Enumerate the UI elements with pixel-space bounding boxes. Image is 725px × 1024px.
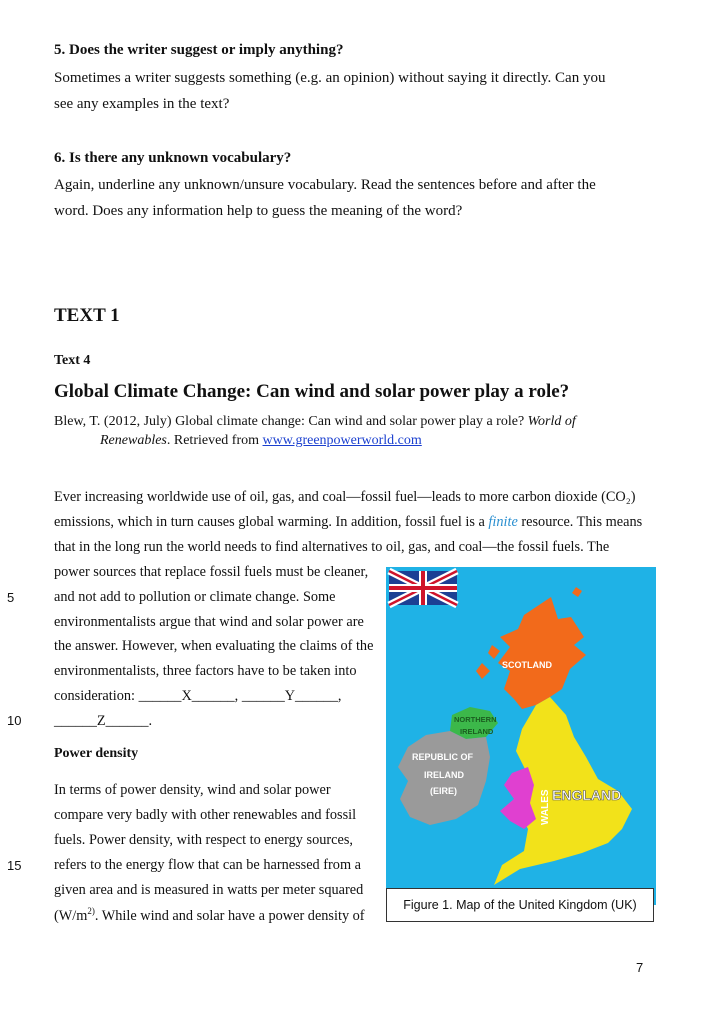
body-line-2-c: resource. This means <box>517 514 643 530</box>
body-line-2 <box>54 514 642 531</box>
union-jack-flag-icon <box>389 571 457 605</box>
label-ireland-2: IRELAND <box>424 770 464 780</box>
label-wales: WALES <box>540 789 551 825</box>
citation-text: Blew, T. (2012, July) Global climate change: Can wind and solar power play a role? <box>54 414 528 429</box>
article-title: Global Climate Change: Can wind and solar power play a role? <box>54 381 570 402</box>
label-ireland-1: REPUBLIC OF <box>412 752 474 762</box>
citation-line-1 <box>54 414 576 430</box>
label-northern-2: IRELAND <box>460 727 494 736</box>
citation-source: World of <box>527 414 576 429</box>
body-line-8: environmentalists, three factors have to be taken into <box>54 663 357 679</box>
citation-url-link[interactable]: www.greenpowerworld.com <box>262 433 422 448</box>
label-england: ENGLAND <box>552 787 622 803</box>
body2-line-3: fuels. Power density, with respect to energy sources, <box>54 832 353 848</box>
body-line-7: the answer. However, when evaluating the claims of the <box>54 638 374 654</box>
uk-map <box>386 567 656 905</box>
body2-line-5: given area and is measured in watts per meter squared <box>54 882 364 898</box>
body-line-9: consideration: ______X______, ______Y______, <box>54 688 342 704</box>
superscript: 2) <box>87 906 95 916</box>
body2-line-6-a: (W/m <box>54 907 88 924</box>
question-5-title: 5. Does the writer suggest or imply anything? <box>54 42 344 58</box>
body-line-1: Ever increasing worldwide use of oil, gas, and coal—fossil fuel—leads to more carbon dioxide (CO₂) <box>54 489 636 505</box>
line-number-15: 15 <box>7 858 22 873</box>
uk-map-figure <box>386 567 656 905</box>
question-5-line-1: Sometimes a writer suggests something (e.g. an opinion) without saying it directly. Can you <box>54 70 606 86</box>
body-line-5: and not add to pollution or climate change. Some <box>54 589 336 605</box>
question-6-line-1: Again, underline any unknown/unsure vocabulary. Read the sentences before and after the <box>54 177 596 193</box>
text-label: Text 4 <box>54 353 91 368</box>
section-heading: TEXT 1 <box>54 305 120 326</box>
body-line-4: power sources that replace fossil fuels must be cleaner, <box>54 564 369 580</box>
body2-line-6 <box>54 906 365 925</box>
page-number: 7 <box>636 960 644 975</box>
label-scotland: SCOTLAND <box>502 660 552 670</box>
citation-source-cont: Renewables <box>100 433 167 448</box>
body2-line-1: In terms of power density, wind and solar power <box>54 782 331 798</box>
body-line-6: environmentalists argue that wind and solar power are <box>54 614 364 630</box>
finite-word: finite <box>488 514 518 530</box>
figure-caption: Figure 1. Map of the United Kingdom (UK) <box>386 888 654 922</box>
body2-line-4: refers to the energy flow that can be harnessed from a <box>54 857 361 873</box>
body2-line-2: compare very badly with other renewables and fossil <box>54 807 357 823</box>
line-number-5: 5 <box>7 590 15 605</box>
body2-line-6-b: . While wind and solar have a power density of <box>94 907 365 924</box>
body-line-2-a: emissions, which in turn causes global warming. In addition, fossil fuel is a <box>54 514 489 530</box>
power-density-heading: Power density <box>54 746 139 761</box>
citation-line-2 <box>100 433 422 449</box>
body-line-3: that in the long run the world needs to find alternatives to oil, gas, and coal—the fossil fuels. The <box>54 539 610 555</box>
question-6-title: 6. Is there any unknown vocabulary? <box>54 150 292 166</box>
body-line-10: ______Z______. <box>54 713 153 729</box>
question-5-line-2: see any examples in the text? <box>54 96 230 112</box>
label-ireland-3: (EIRE) <box>430 786 457 796</box>
label-northern-1: NORTHERN <box>454 715 497 724</box>
question-6-line-2: word. Does any information help to guess the meaning of the word? <box>54 203 463 219</box>
citation-retrieved: . Retrieved from <box>166 433 263 448</box>
line-number-10: 10 <box>7 713 22 728</box>
